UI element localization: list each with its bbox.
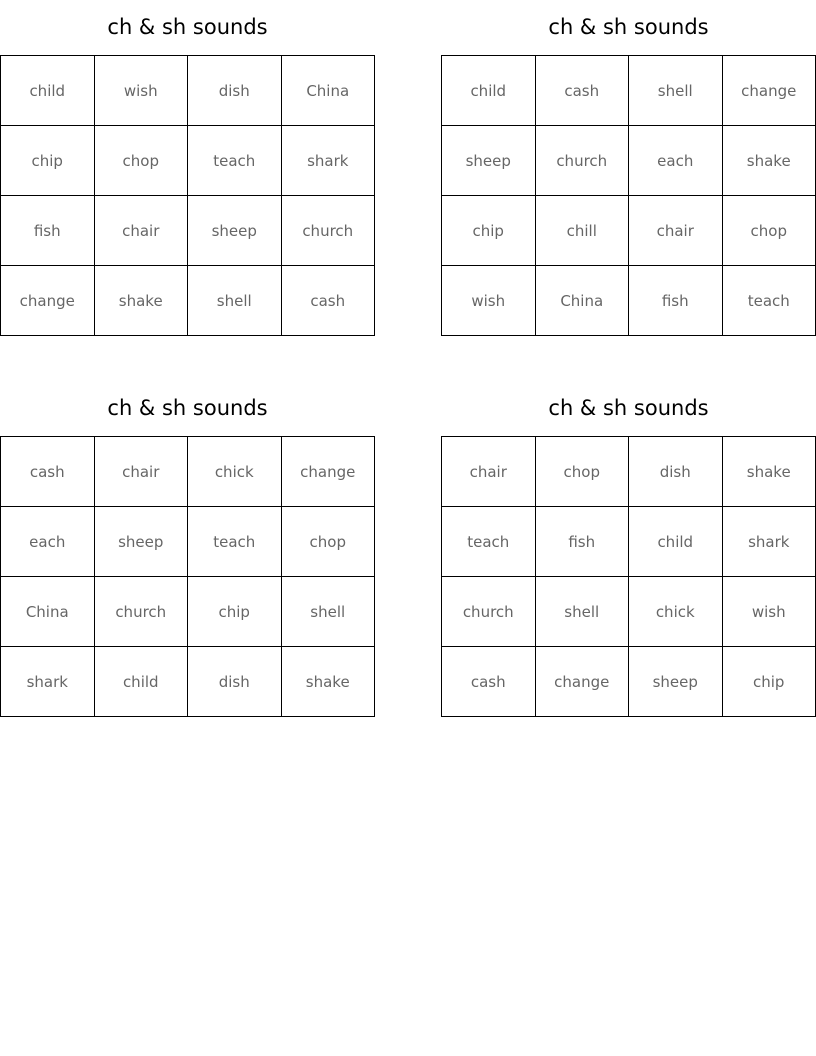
bingo-cell: cash [442,647,536,717]
bingo-cell: dish [629,437,723,507]
bingo-cell: shake [95,266,189,336]
bingo-cell: teach [442,507,536,577]
bingo-grid [441,436,816,717]
bingo-cell: sheep [95,507,189,577]
bingo-cell: fish [1,196,95,266]
card-title: ch & sh sounds [548,15,709,39]
bingo-cell: shake [723,437,816,507]
bingo-cell: child [1,56,95,126]
bingo-cell: teach [723,266,816,336]
bingo-cell: fish [629,266,723,336]
bingo-cell: cash [1,437,95,507]
bingo-cell: dish [188,56,282,126]
bingo-cell: chop [95,126,189,196]
bingo-cell: chick [629,577,723,647]
bingo-cell: chip [188,577,282,647]
bingo-cell: fish [536,507,630,577]
bingo-cell: child [629,507,723,577]
bingo-grid [441,55,816,336]
bingo-cell: chair [629,196,723,266]
bingo-cell: sheep [188,196,282,266]
bingo-cell: chip [1,126,95,196]
bingo-cell: chair [95,437,189,507]
bingo-cell: China [536,266,630,336]
card-title: ch & sh sounds [548,396,709,420]
bingo-cell: chick [188,437,282,507]
bingo-cell: chop [723,196,816,266]
bingo-cell: shark [282,126,376,196]
card-title: ch & sh sounds [107,15,268,39]
bingo-cell: shake [282,647,376,717]
card-title: ch & sh sounds [107,396,268,420]
bingo-card-3 [0,381,375,717]
bingo-cell: chip [442,196,536,266]
bingo-cell: shell [536,577,630,647]
bingo-cell: chop [282,507,376,577]
bingo-cell: teach [188,126,282,196]
bingo-cell: church [95,577,189,647]
bingo-cell: shark [723,507,816,577]
bingo-cell: change [723,56,816,126]
bingo-cell: dish [188,647,282,717]
bingo-cell: chill [536,196,630,266]
bingo-cell: wish [442,266,536,336]
bingo-cell: change [1,266,95,336]
bingo-cell: shell [629,56,723,126]
bingo-cell: wish [95,56,189,126]
bingo-cell: China [1,577,95,647]
bingo-cell: each [1,507,95,577]
bingo-cell: church [536,126,630,196]
bingo-cell: chair [442,437,536,507]
bingo-card-2 [441,0,816,336]
bingo-cell: China [282,56,376,126]
bingo-grid [0,55,375,336]
bingo-cell: shake [723,126,816,196]
bingo-cell: shell [282,577,376,647]
bingo-cell: change [536,647,630,717]
bingo-cell: chip [723,647,816,717]
bingo-cell: sheep [629,647,723,717]
bingo-cell: child [442,56,536,126]
bingo-card-1 [0,0,375,336]
bingo-grid [0,436,375,717]
bingo-cell: chop [536,437,630,507]
bingo-cell: cash [282,266,376,336]
bingo-cell: cash [536,56,630,126]
bingo-cell: shark [1,647,95,717]
bingo-card-4 [441,381,816,717]
bingo-cell: teach [188,507,282,577]
bingo-cell: wish [723,577,816,647]
bingo-cell: change [282,437,376,507]
bingo-cell: shell [188,266,282,336]
bingo-cell: sheep [442,126,536,196]
bingo-cell: church [442,577,536,647]
bingo-cell: chair [95,196,189,266]
bingo-cell: church [282,196,376,266]
bingo-cell: each [629,126,723,196]
bingo-cell: child [95,647,189,717]
